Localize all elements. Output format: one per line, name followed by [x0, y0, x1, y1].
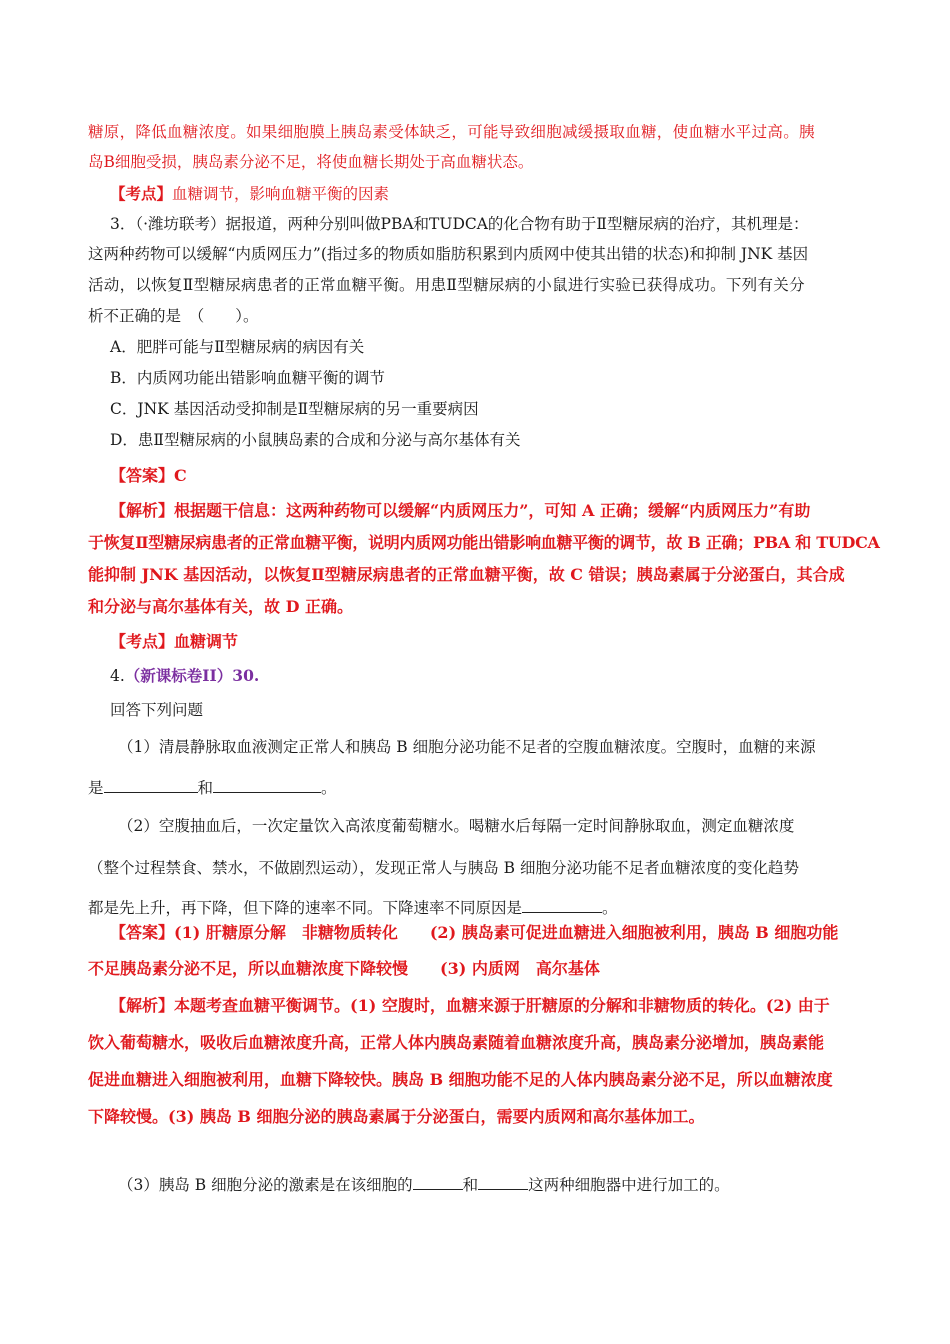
- q3-stem-line-4: 析不正确的是 （ ）。: [88, 307, 259, 325]
- q3-analysis-line-1: [110, 501, 810, 521]
- analysis-label: 【解析】: [110, 501, 175, 520]
- q4-part2-line-1: （2）空腹抽血后，一次定量饮入高浓度葡萄糖水。喝糖水后每隔一定时间静脉取血，测定血糖浓度: [118, 817, 795, 835]
- q4-analysis-line-1: [110, 996, 830, 1016]
- text: 。: [602, 899, 618, 917]
- q4-answer-line-1: [110, 923, 838, 943]
- kaodian-text: 血糖调节，影响血糖平衡的因素: [172, 185, 390, 203]
- q4-source: （新课标卷II）30.: [124, 666, 260, 685]
- q3-analysis-line-3: 能抑制 JNK 基因活动，以恢复Ⅱ型糖尿病患者的正常血糖平衡，故 C 错误；胰岛素属于分泌蛋白，其合成: [88, 565, 845, 584]
- q4-part2-line-3: [88, 898, 618, 918]
- q4-analysis-line-3: 促进血糖进入细胞被利用，血糖下降较快。胰岛 B 细胞功能不足的人体内胰岛素分泌不足，所以血糖浓度: [88, 1070, 833, 1089]
- q4-part3: [118, 1175, 730, 1195]
- intro-kaodian: [110, 184, 389, 204]
- text: 都是先上升，再下降，但下降的速率不同。下降速率不同原因是: [88, 899, 523, 917]
- answer-text: (1) 肝糖原分解 非糖物质转化 (2) 胰岛素可促进血糖进入细胞被利用，胰岛 B 细胞功能: [174, 923, 839, 942]
- q3-stem-line-2: 这两种药物可以缓解“内质网压力”(指过多的物质如脂肪积累到内质网中使其出错的状态)和抑制 JNK 基因: [88, 245, 809, 263]
- kaodian-text: 血糖调节: [174, 632, 239, 651]
- kaodian-label: 【考点】: [110, 632, 175, 651]
- analysis-label: 【解析】: [110, 996, 175, 1015]
- answer-blank[interactable]: [478, 1175, 528, 1190]
- q3-stem-line-1: 3．（·潍坊联考）据报道，两种分别叫做PBA和TUDCA的化合物有助于Ⅱ型糖尿病的治疗，其机理是：: [110, 215, 809, 233]
- q4-number: 4.: [110, 667, 125, 685]
- q3-analysis-line-4: 和分泌与高尔基体有关，故 D 正确。: [88, 597, 354, 616]
- answer-label: 【答案】: [110, 466, 175, 485]
- intro-line-1: 糖原，降低血糖浓度。如果细胞膜上胰岛素受体缺乏，可能导致细胞减缓摄取血糖，使血糖水平过高。胰: [88, 123, 815, 141]
- q3-analysis-line-2: 于恢复Ⅱ型糖尿病患者的正常血糖平衡，说明内质网功能出错影响血糖平衡的调节，故 B 正确；PBA 和 TUDCA: [88, 533, 880, 552]
- answer-value: C: [174, 466, 187, 485]
- q4-analysis-line-2: 饮入葡萄糖水，吸收后血糖浓度升高，正常人体内胰岛素随着血糖浓度升高，胰岛素分泌增加，胰岛素能: [88, 1033, 825, 1052]
- text: （3）胰岛 B 细胞分泌的激素是在该细胞的: [118, 1176, 413, 1194]
- analysis-text: 本题考查血糖平衡调节。(1) 空腹时，血糖来源于肝糖原的分解和非糖物质的转化。(2) 由于: [174, 996, 830, 1015]
- q3-option-c: C．JNK 基因活动受抑制是Ⅱ型糖尿病的另一重要病因: [110, 400, 479, 418]
- q4-header: [110, 666, 259, 686]
- q4-part1-line-2: [88, 778, 337, 798]
- q4-answer-line-2: 不足胰岛素分泌不足，所以血糖浓度下降较慢 (3) 内质网 高尔基体: [88, 959, 600, 978]
- intro-line-2: 岛B细胞受损，胰岛素分泌不足，将使血糖长期处于高血糖状态。: [88, 153, 534, 171]
- q4-analysis-line-4: 下降较慢。(3) 胰岛 B 细胞分泌的胰岛素属于分泌蛋白，需要内质网和高尔基体加工。: [88, 1107, 705, 1126]
- text: 这两种细胞器中进行加工的。: [528, 1176, 730, 1194]
- text: 是: [88, 779, 104, 797]
- answer-blank[interactable]: [413, 1175, 463, 1190]
- q3-answer: [110, 466, 187, 486]
- q3-kaodian: [110, 632, 238, 652]
- q4-part2-line-2: （整个过程禁食、禁水，不做剧烈运动），发现正常人与胰岛 B 细胞分泌功能不足者血糖浓度的变化趋势: [88, 859, 799, 877]
- q3-option-d: D．患Ⅱ型糖尿病的小鼠胰岛素的合成和分泌与高尔基体有关: [110, 431, 521, 449]
- text: 。: [321, 779, 337, 797]
- q3-option-b: B．内质网功能出错影响血糖平衡的调节: [110, 369, 385, 387]
- kaodian-label: 【考点】: [110, 184, 173, 203]
- analysis-text: 根据题干信息：这两种药物可以缓解“内质网压力”，可知 A 正确；缓解“内质网压力”有助: [174, 501, 811, 520]
- q3-option-a: A．肥胖可能与Ⅱ型糖尿病的病因有关: [110, 338, 365, 356]
- answer-blank[interactable]: [104, 778, 198, 793]
- answer-label: 【答案】: [110, 923, 175, 942]
- text: 和: [462, 1176, 479, 1194]
- answer-blank[interactable]: [522, 898, 602, 913]
- q4-prompt: 回答下列问题: [110, 701, 204, 719]
- answer-blank[interactable]: [213, 778, 321, 793]
- text: 和: [197, 779, 214, 797]
- q4-part1-line-1: （1）清晨静脉取血液测定正常人和胰岛 B 细胞分泌功能不足者的空腹血糖浓度。空腹时，血糖的来源: [118, 738, 816, 756]
- q3-stem-line-3: 活动，以恢复Ⅱ型糖尿病患者的正常血糖平衡。用患Ⅱ型糖尿病的小鼠进行实验已获得成功。下列有关分: [88, 276, 805, 294]
